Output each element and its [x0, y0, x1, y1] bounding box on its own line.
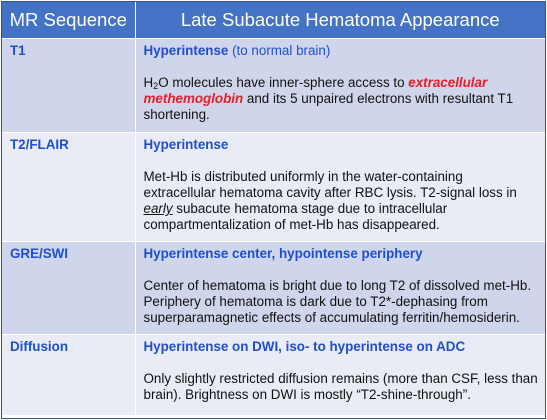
- sequence-cell: [2, 242, 135, 335]
- appearance-cell: [135, 39, 545, 133]
- desc-text: Met-Hb is distributed uniformly in the water-containing extracellular hematoma cavity after RBC lysis. T2-signal loss in: [143, 169, 517, 200]
- desc-text: O molecules have inner-sphere access to: [158, 75, 409, 90]
- appearance-description: [144, 75, 539, 123]
- appearance-description: Center of hematoma is bright due to long T2 of dissolved met-Hb. Periphery of hematoma is dark due to T2*-dephasing from superparamagnetic effects of accumulating ferritin/hemosiderin.: [143, 278, 532, 325]
- desc-text: H: [143, 75, 154, 90]
- desc-emphasis: extracellular methemoglobin: [143, 75, 488, 106]
- sequence-label: T2/FLAIR: [10, 137, 69, 152]
- appearance-heading: Hyperintense on DWI, iso- to hyperintense on ADC: [143, 339, 466, 354]
- header-appearance: Late Subacute Hematoma Appearance: [135, 2, 545, 39]
- table-row-t1: [2, 39, 545, 133]
- sequence-cell: [2, 133, 135, 242]
- table-row-t2-flair: [2, 133, 545, 242]
- desc-text: subacute hematoma stage due to intracellular compartmentalization of met-Hb has disappeared.: [143, 201, 448, 232]
- sequence-label: GRE/SWI: [10, 246, 69, 261]
- table-row-diffusion: [2, 335, 545, 415]
- mri-table-slide: [1, 1, 546, 419]
- sequence-label: Diffusion: [10, 339, 69, 354]
- appearance-heading: [144, 43, 539, 59]
- appearance-heading-text: Hyperintense: [143, 43, 229, 58]
- hematoma-table: [2, 2, 545, 415]
- sequence-cell: [2, 335, 135, 415]
- appearance-heading: Hyperintense center, hypointense periphery: [143, 246, 423, 261]
- header-mr-sequence: MR Sequence: [2, 2, 135, 39]
- appearance-description: Only slightly restricted diffusion remains (more than CSF, less than brain). Brightness on DWI is mostly “T2-shine-through”.: [143, 371, 538, 402]
- appearance-cell: [135, 335, 545, 415]
- sequence-cell: [2, 39, 135, 133]
- desc-subscript: 2: [153, 81, 159, 91]
- appearance-description: [144, 169, 539, 233]
- desc-text: and its 5 unpaired electrons with resultant T1 shortening.: [143, 91, 514, 122]
- table-row-gre-swi: [2, 242, 545, 335]
- appearance-heading-note: (to normal brain): [232, 43, 331, 58]
- header-row: [2, 2, 545, 39]
- appearance-heading: Hyperintense: [143, 137, 229, 152]
- appearance-cell: [135, 242, 545, 335]
- sequence-label: T1: [10, 43, 26, 58]
- appearance-cell: [135, 133, 545, 242]
- desc-emphasis: early: [143, 201, 173, 216]
